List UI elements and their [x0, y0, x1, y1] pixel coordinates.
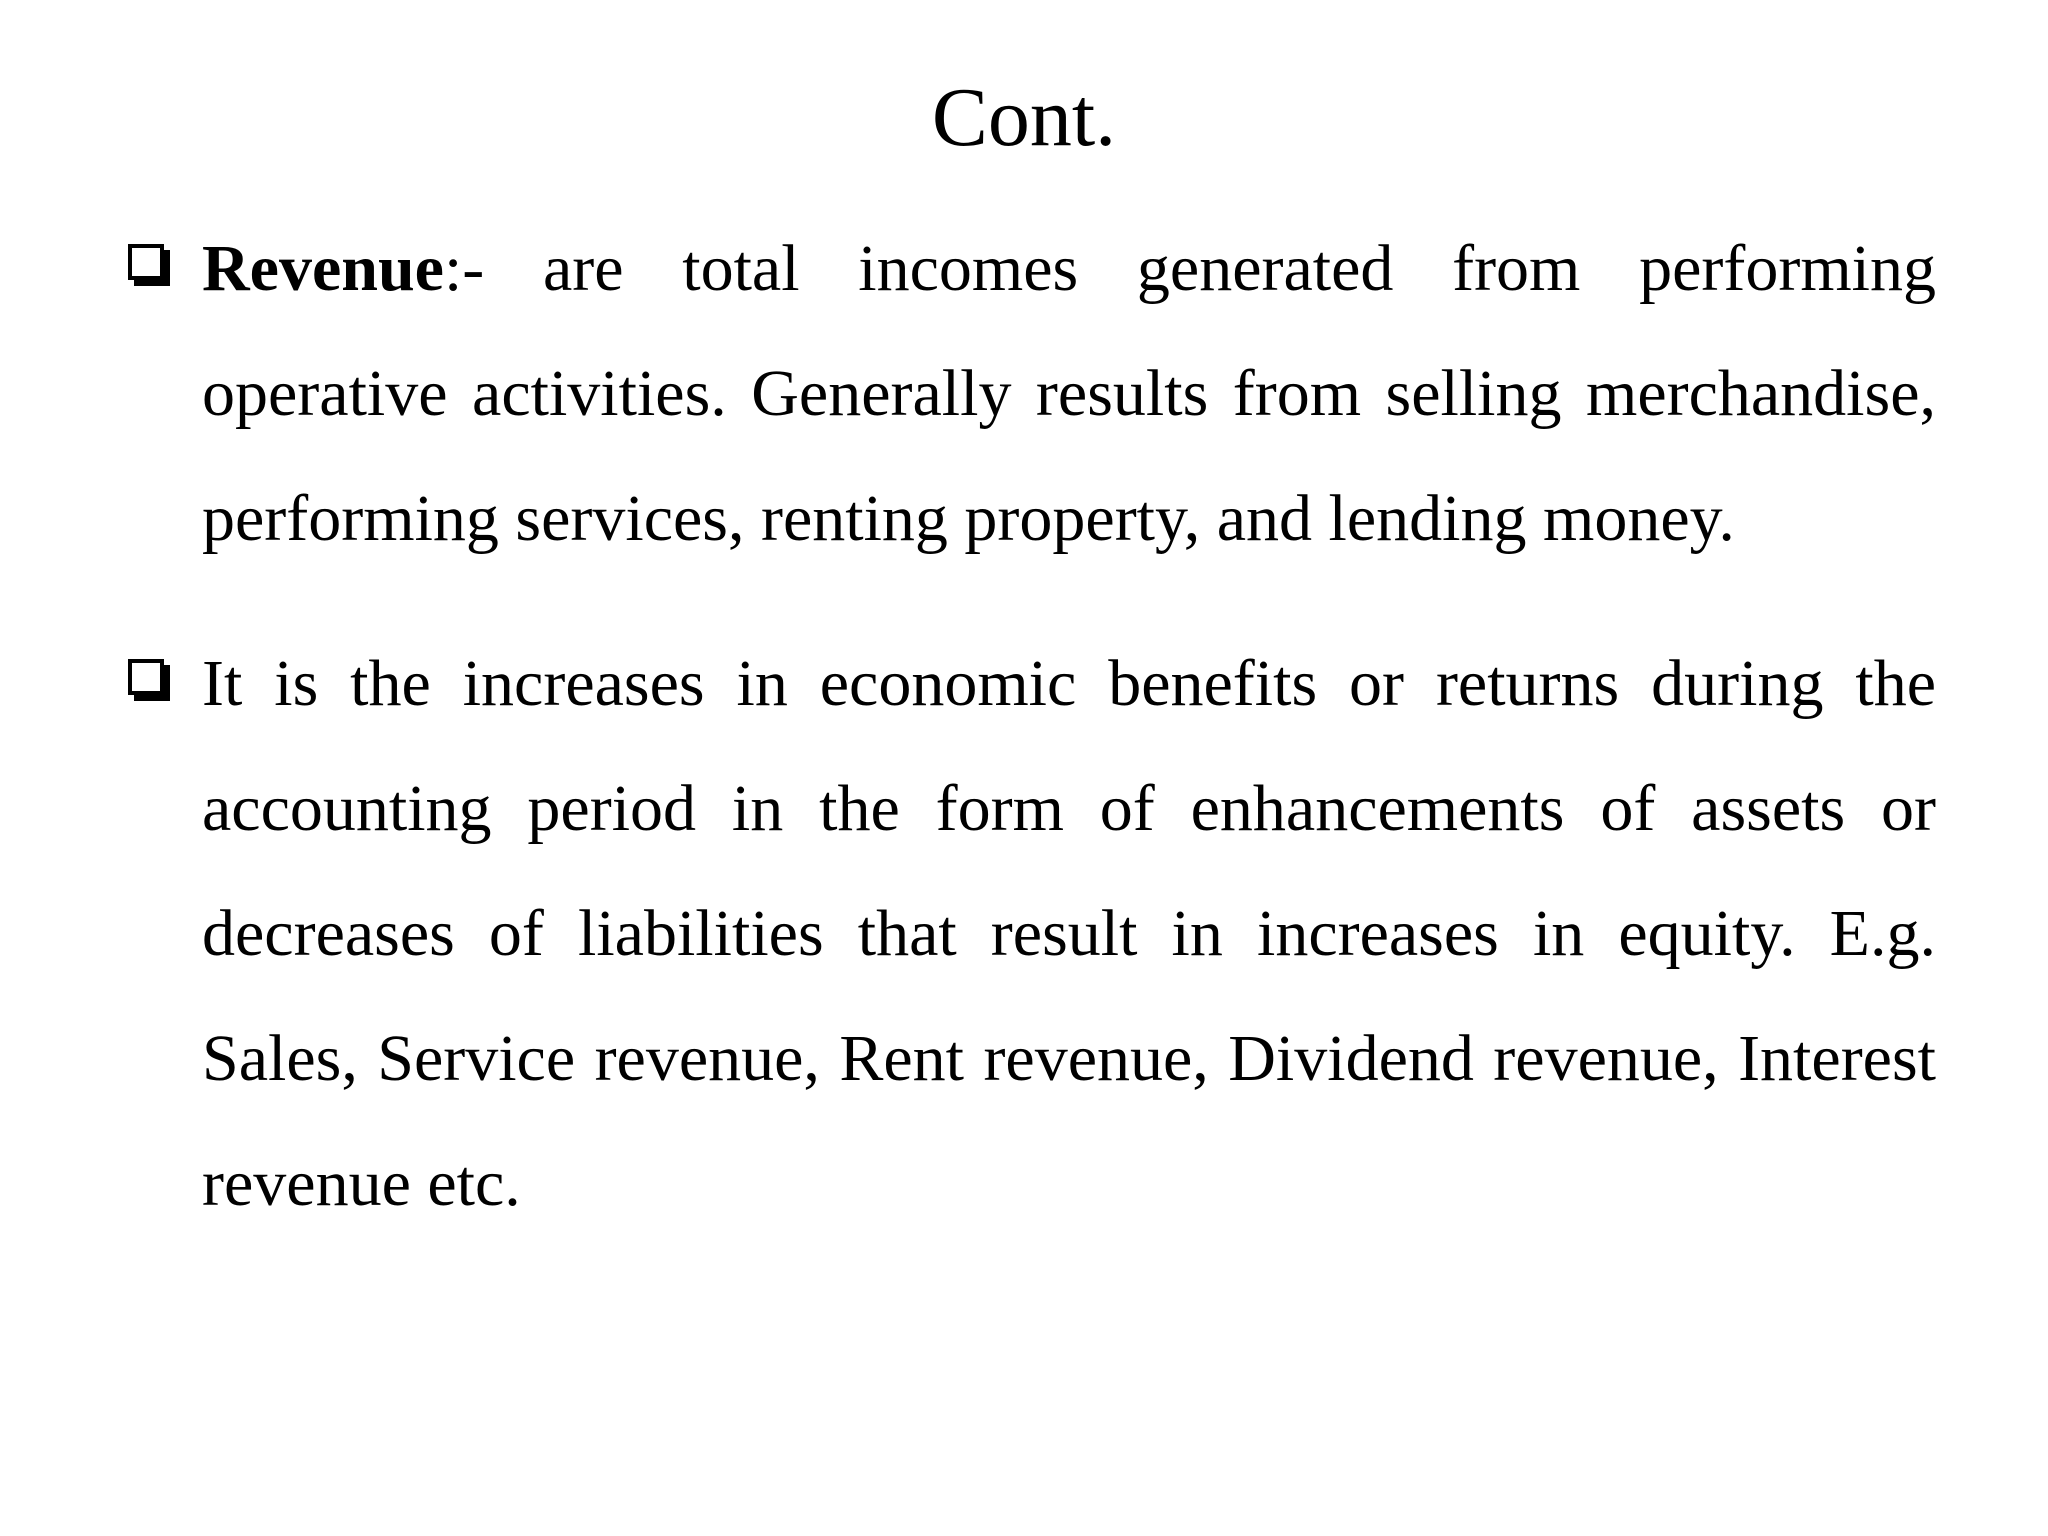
bullet-term: Revenue — [202, 232, 444, 305]
bullet-list — [128, 206, 1936, 1246]
bullet-text: are total incomes generated from performing operative activities. Generally results from selling merchandise, performing services, renting property, and lending money. — [202, 232, 1936, 555]
hollow-square-bullet-icon — [128, 659, 164, 695]
bullet-item-revenue-definition — [128, 206, 1936, 581]
bullet-term-separator: :- — [443, 232, 485, 305]
bullet-text: It is the increases in economic benefits or returns during the accounting period in the form of enhancements of assets or decreases of liabilities that result in increases in equity. E.g. Sales, Service revenue, Rent revenue, Dividend revenue, Interest revenue etc. — [202, 647, 1936, 1220]
slide-title: Cont. — [931, 71, 1117, 164]
bullet-item-revenue-explanation — [128, 621, 1936, 1246]
hollow-square-bullet-icon — [128, 244, 164, 280]
